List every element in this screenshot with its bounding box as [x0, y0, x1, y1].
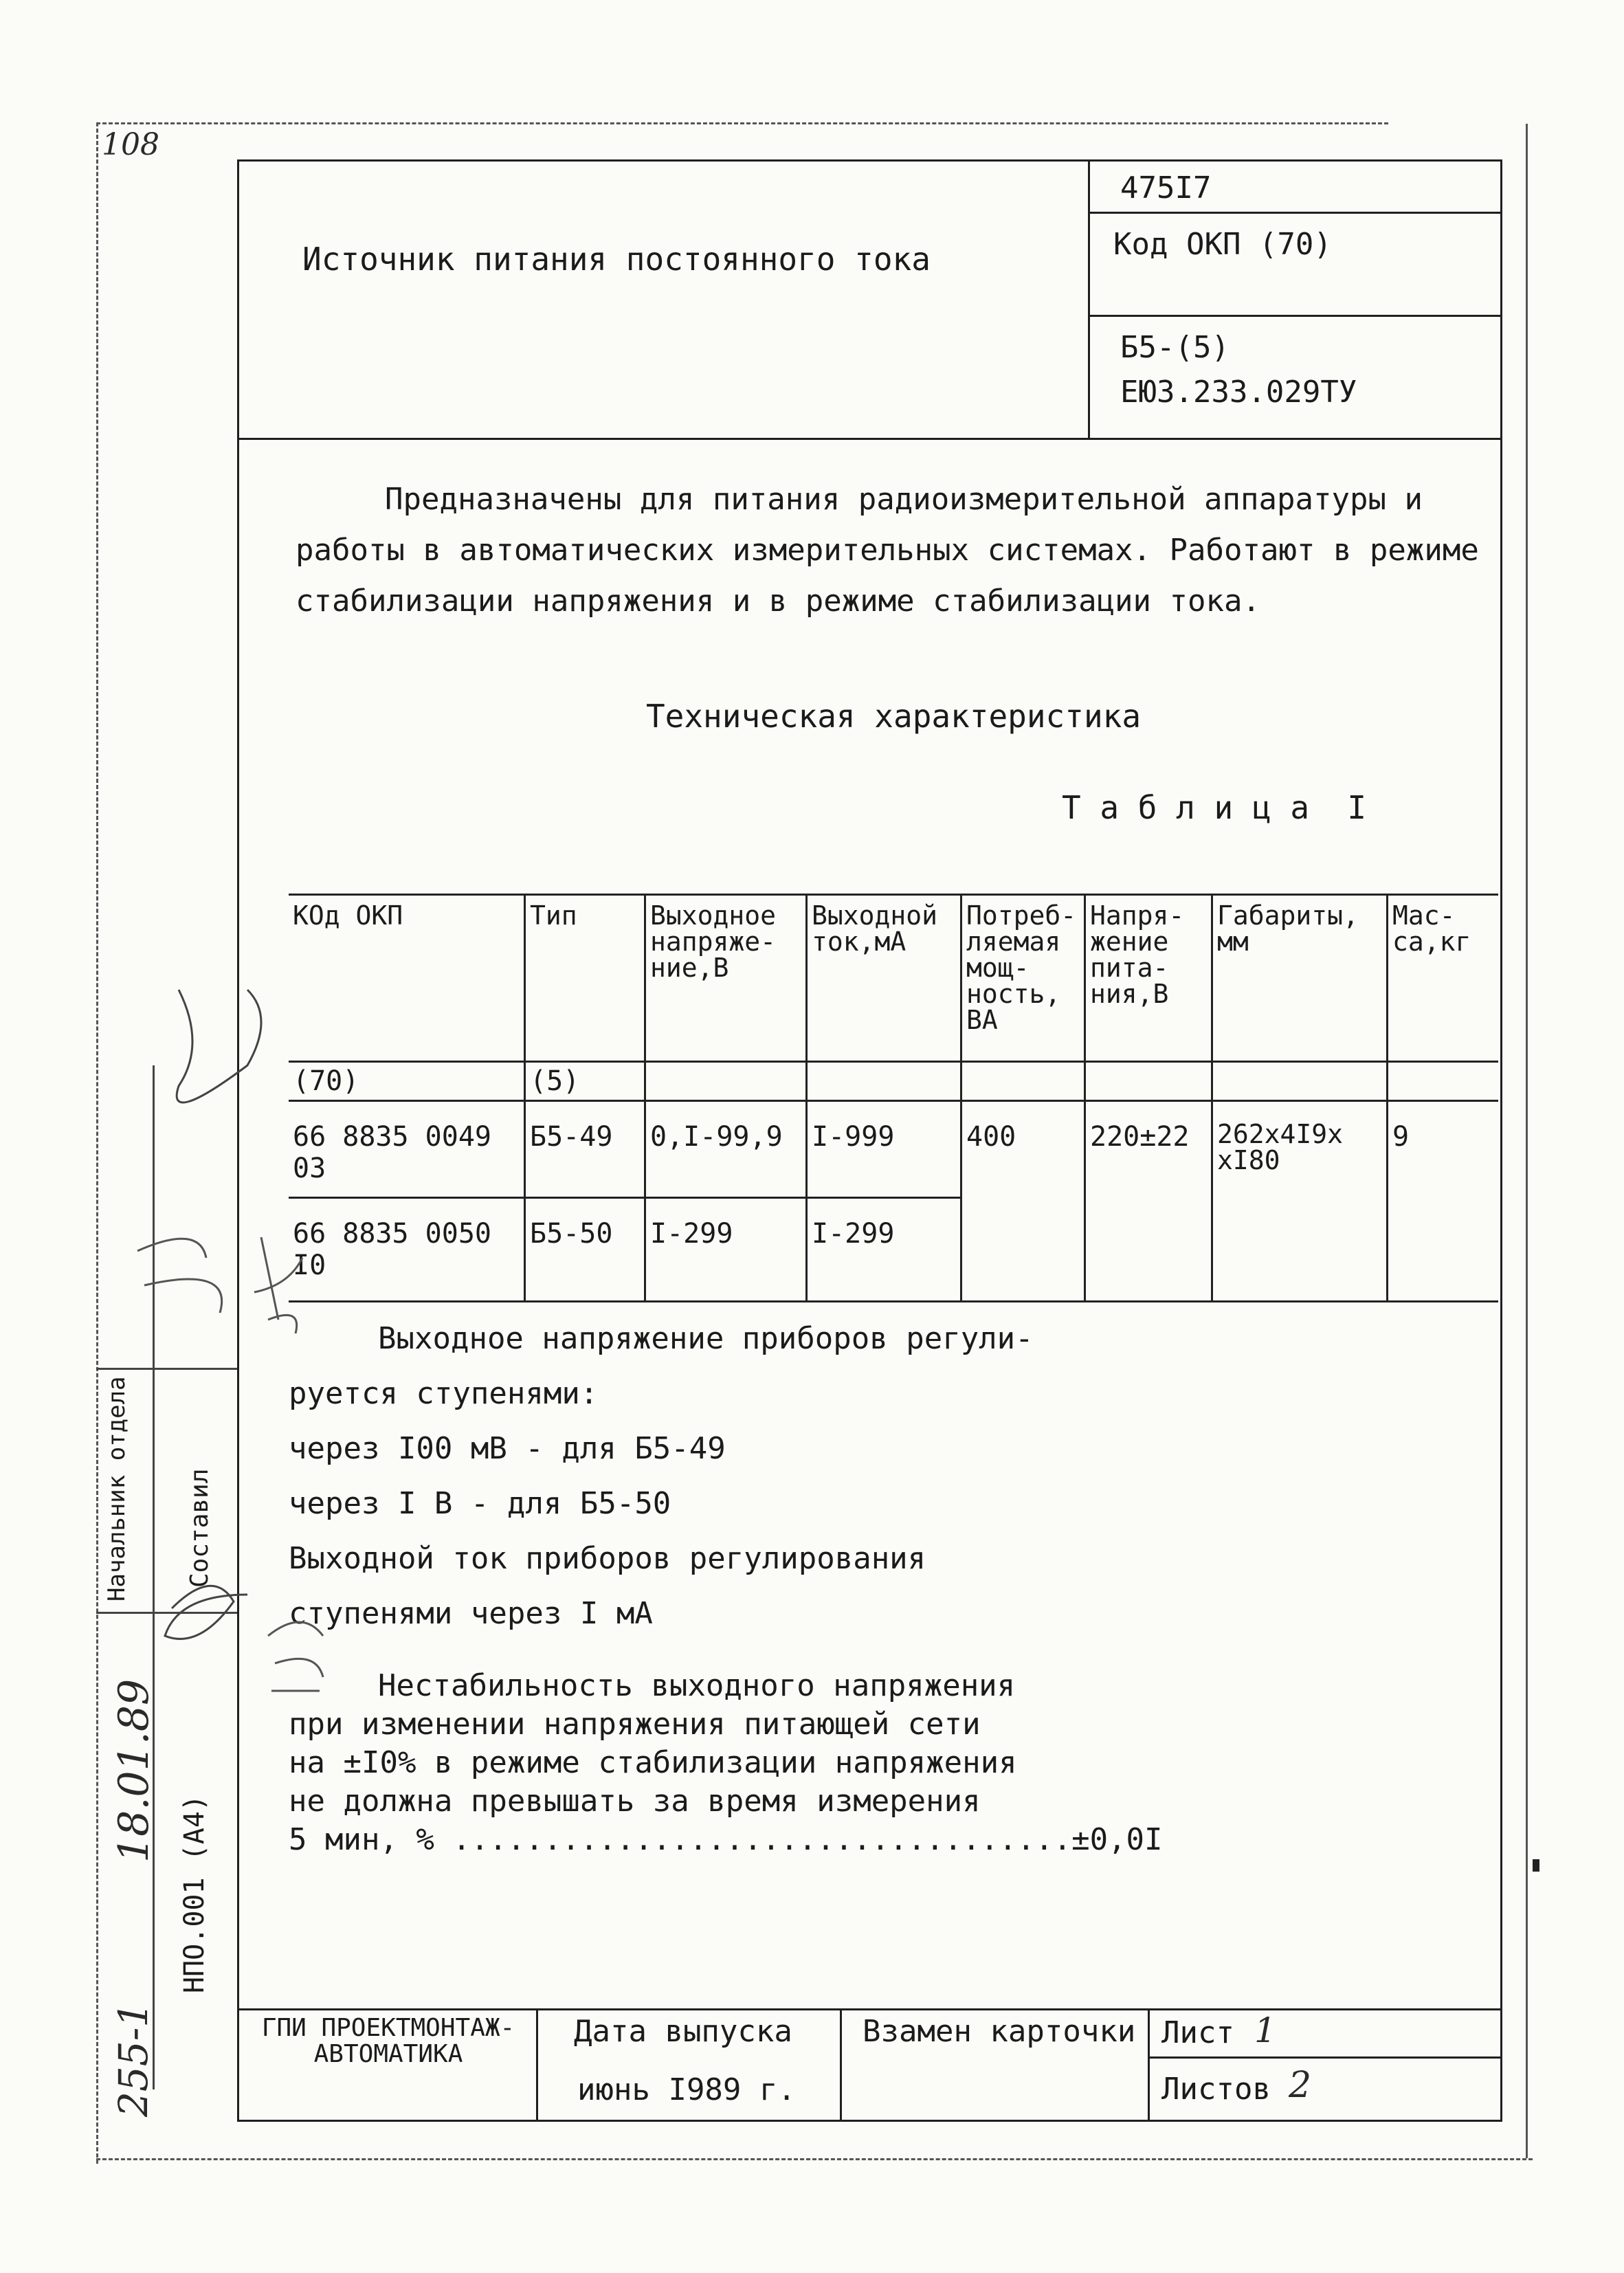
spec-document: ЕЮ3.233.029ТУ: [1120, 375, 1357, 410]
footer-div1: [536, 2008, 538, 2120]
model-code: Б5-(5): [1120, 330, 1230, 365]
okp-code-label: Код ОКП (70): [1113, 227, 1332, 262]
note-line: Выходное напряжение приборов регули-: [378, 1321, 1034, 1356]
side-role-head: Начальник отдела: [103, 1376, 131, 1601]
side-date: 18.01.89: [110, 1678, 158, 1863]
signature-stroke: [137, 1239, 222, 1313]
table-header-row: [289, 895, 1498, 1062]
side-number: 255-1: [110, 2002, 157, 2117]
margin-note: 108: [102, 127, 159, 162]
table-cell: Б5-49: [525, 1101, 645, 1198]
footer-div3: [1148, 2008, 1150, 2120]
footer-top-line: [237, 2008, 1502, 2010]
table-row: [289, 1101, 1498, 1198]
mass-cell: 9: [1388, 1101, 1499, 1302]
col-output-voltage: Выходное напряже-ние,В: [645, 895, 807, 1062]
side-role-author: Составил: [186, 1468, 214, 1588]
signature-stroke: [268, 1622, 323, 1691]
notes-block: [289, 1311, 1034, 1641]
table-cell: (70): [289, 1062, 525, 1101]
dimensions-cell: 262x4I9x xI80: [1212, 1101, 1388, 1302]
footer-div2: [840, 2008, 842, 2120]
note-line: не должна превышать за время измерения: [289, 1784, 981, 1819]
spec-table: [289, 894, 1498, 1302]
col-okp-code: КОд ОКП: [289, 895, 525, 1062]
footer-sheets-value: 2: [1289, 2065, 1312, 2106]
note-line: через I В - для Б5-50: [289, 1486, 671, 1521]
supply-voltage-cell: 220±22: [1085, 1101, 1212, 1302]
header-box-line1: [1088, 212, 1500, 214]
power-cell: 400: [961, 1101, 1085, 1302]
note-line: 5 мин, % ..................................±0,0I: [289, 1822, 1163, 1857]
table-label: Т а б л и ц а I: [1062, 789, 1367, 826]
footer-bottom-line: [237, 2120, 1502, 2122]
footer-replaces: Взамен карточки: [863, 2014, 1136, 2049]
footer-date-label: Дата выпуска: [574, 2014, 792, 2049]
col-dimensions: Габариты, мм: [1212, 895, 1388, 1062]
signature-stroke: [254, 1237, 302, 1333]
table-cell: 66 8835 0049 03: [289, 1101, 525, 1198]
table-cell: I-299: [807, 1198, 961, 1302]
table-cell: Б5-50: [525, 1198, 645, 1302]
right-margin-mark: [1533, 1859, 1539, 1872]
signature-stroke: [165, 1586, 247, 1639]
table-cell: 66 8835 0050 I0: [289, 1198, 525, 1302]
footer-organization: ГПИ ПРОЕКТМОНТАЖ-АВТОМАТИКА: [261, 2014, 515, 2068]
instability-block: [289, 1667, 1163, 1859]
note-line: при изменении напряжения питающей сети: [289, 1707, 981, 1742]
note-line: руется ступенями:: [289, 1376, 599, 1411]
col-output-current: Выходной ток,мА: [807, 895, 961, 1062]
document-title: Источник питания постоянного тока: [302, 241, 931, 278]
header-box-line2: [1088, 315, 1500, 317]
note-line: ступенями через I мА: [289, 1596, 653, 1631]
col-mass: Мас-са,кг: [1388, 895, 1499, 1062]
right-edge-border: [1526, 124, 1528, 2158]
frame-right-line: [1500, 159, 1502, 2122]
side-form-code: НПО.001 (А4): [179, 1795, 210, 1993]
footer-sheets-label: Листов: [1161, 2072, 1271, 2107]
note-line: Выходной ток приборов регулирования: [289, 1541, 926, 1576]
footer-mid-line: [1148, 2056, 1502, 2059]
note-line: Нестабильность выходного напряжения: [378, 1668, 1016, 1703]
section-title: Техническая характеристика: [645, 698, 1142, 735]
footer-date-value: июнь I989 г.: [577, 2072, 796, 2107]
table-cell: I-999: [807, 1101, 961, 1198]
table-cell: I-299: [645, 1198, 807, 1302]
header-code: 475I7: [1120, 170, 1212, 206]
signature-stroke: [177, 990, 261, 1102]
header-bottom-line: [237, 438, 1502, 440]
col-type: Тип: [525, 895, 645, 1062]
top-dash-border: [96, 122, 1388, 124]
signature-graphics: [96, 962, 344, 2199]
footer-sheet-label: Лист: [1161, 2015, 1234, 2050]
note-line: через I00 мВ - для Б5-49: [289, 1431, 726, 1466]
table-cell: (5): [525, 1062, 645, 1101]
header-top-line: [237, 159, 1502, 162]
note-line: на ±I0% в режиме стабилизации напряжения: [289, 1745, 1017, 1780]
col-power: Потреб-ляемая мощ-ность, ВА: [961, 895, 1085, 1062]
intro-paragraph: Предназначены для питания радиоизмерительной аппаратуры и работы в автоматических измерительных системах. Работают в режиме стабилизации напряжения и в режиме стабилизации тока.: [296, 482, 1479, 619]
header-divider: [1088, 159, 1090, 438]
table-code-row: [289, 1062, 1498, 1101]
table-cell: 0,I-99,9: [645, 1101, 807, 1198]
footer-sheet-value: 1: [1254, 2010, 1276, 2050]
col-supply-voltage: Напря-жение пита-ния,В: [1085, 895, 1212, 1062]
